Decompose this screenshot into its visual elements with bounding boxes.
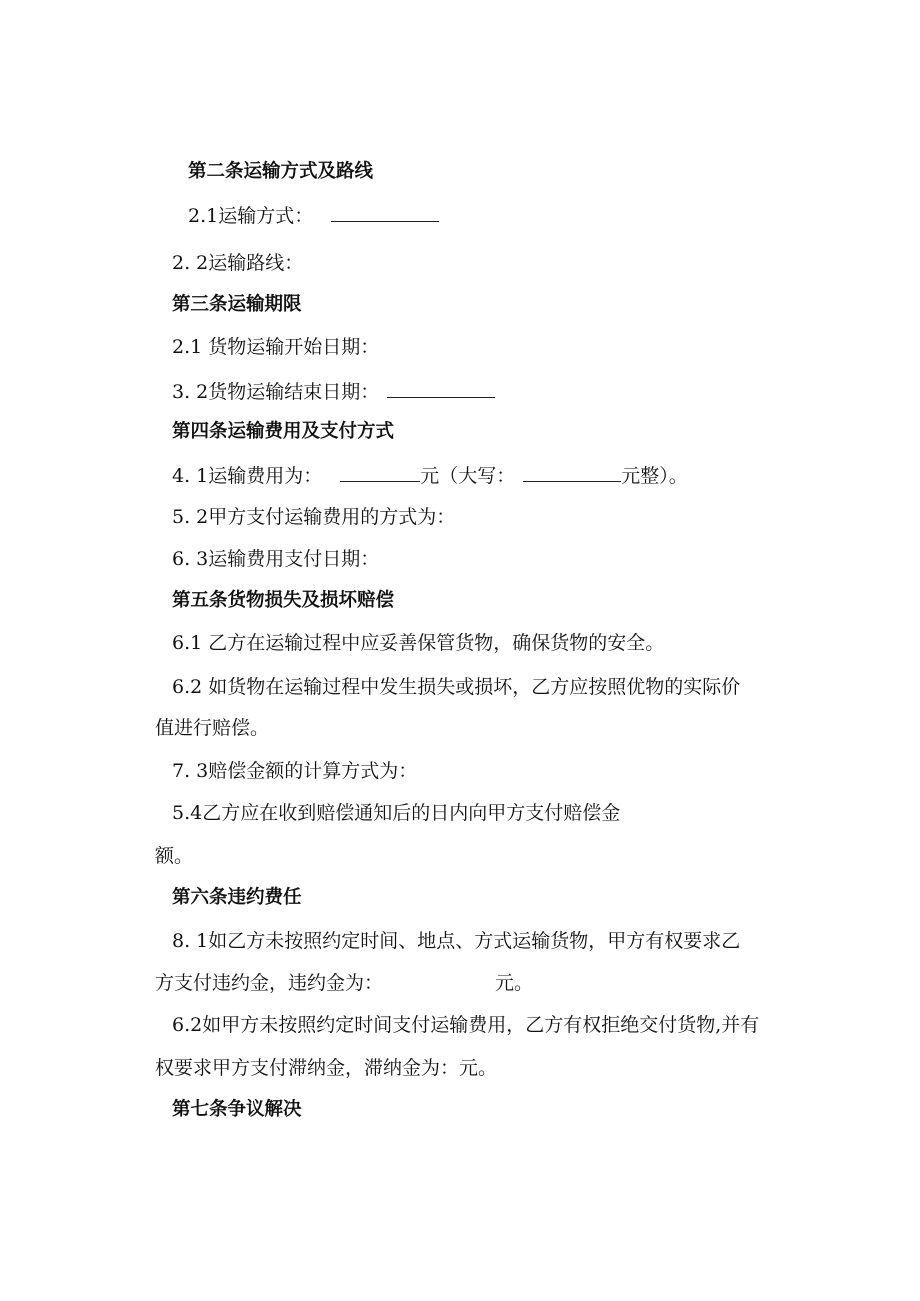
article-7-heading: 第七条争议解决 xyxy=(172,1099,302,1120)
article-5-item-2-line-2: 值进行赔偿。 xyxy=(155,717,270,739)
article-5-item-4-line-1: 5.4乙方应在收到赔偿通知后的日内向甲方支付赔偿金 xyxy=(172,802,621,824)
article-6-item-1-line-2 xyxy=(155,972,533,994)
blank-field xyxy=(331,203,439,222)
blank-field xyxy=(523,463,621,482)
label: 方支付违约金，违约金为： xyxy=(155,972,384,994)
blank-field xyxy=(340,463,420,482)
article-4-item-3: 6. 3运输费用支付日期： xyxy=(172,548,380,570)
article-5-item-3: 7. 3赔偿金额的计算方式为： xyxy=(172,760,418,782)
blank-field xyxy=(387,379,495,398)
article-6-item-1-line-1: 8. 1如乙方未按照约定时间、地点、方式运输货物，甲方有权要求乙 xyxy=(172,930,741,952)
label: 元。 xyxy=(495,972,534,994)
article-5-heading: 第五条货物损失及损坏赔偿 xyxy=(172,590,395,611)
article-2-item-2: 2. 2运输路线： xyxy=(172,252,304,274)
article-2-heading: 第二条运输方式及路线 xyxy=(188,161,374,182)
article-6-item-2-line-1: 6.2如甲方未按照约定时间支付运输费用，乙方有权拒绝交付货物,并有 xyxy=(172,1014,760,1036)
article-3-item-2 xyxy=(172,379,495,403)
article-5-item-2-line-1: 6.2 如货物在运输过程中发生损失或损坏，乙方应按照优物的实际价 xyxy=(172,676,741,698)
article-3-item-1: 2.1 货物运输开始日期： xyxy=(172,336,380,358)
label: 3. 2货物运输结束日期： xyxy=(172,381,380,403)
article-6-heading: 第六条违约费任 xyxy=(172,887,302,908)
label: 2.1运输方式： xyxy=(188,205,314,227)
article-2-item-1 xyxy=(188,203,439,227)
label: 4. 1运输费用为： xyxy=(172,465,323,487)
article-5-item-1: 6.1 乙方在运输过程中应妥善保管货物，确保货物的安全。 xyxy=(172,632,665,654)
article-4-item-2: 5. 2甲方支付运输费用的方式为： xyxy=(172,506,456,528)
article-4-heading: 第四条运输费用及支付方式 xyxy=(172,421,395,442)
label: 元整）。 xyxy=(621,465,688,487)
article-3-heading: 第三条运输期限 xyxy=(172,294,302,315)
article-5-item-4-line-2: 额。 xyxy=(155,845,194,867)
article-4-item-1 xyxy=(172,463,688,487)
label: 元（大写： xyxy=(420,465,516,487)
article-6-item-2-line-2: 权要求甲方支付滞纳金，滞纳金为：元。 xyxy=(155,1057,498,1079)
